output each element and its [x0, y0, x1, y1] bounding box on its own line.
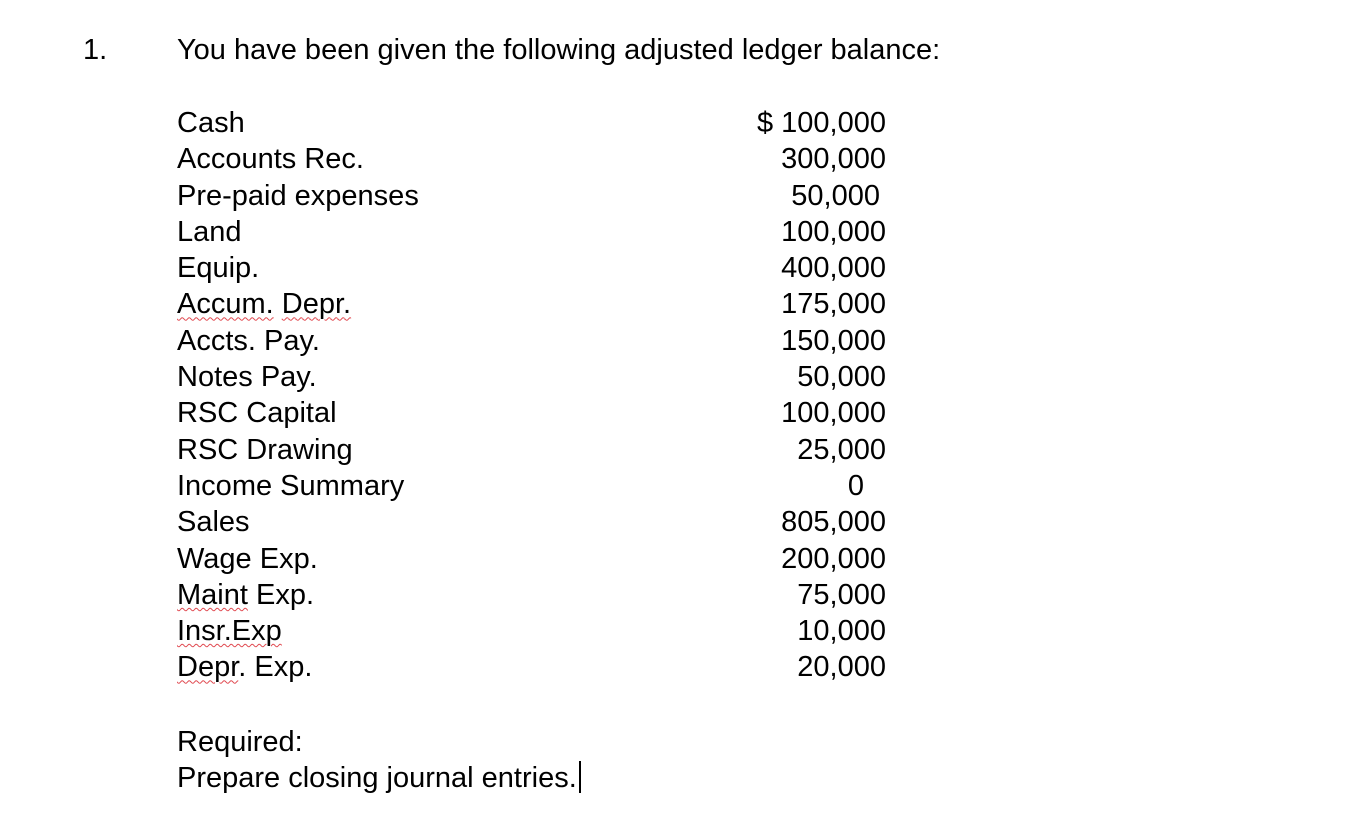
account-amount: 150,000 — [781, 324, 886, 357]
account-name: RSC Drawing — [177, 433, 353, 466]
account-amount: 50,000 — [797, 361, 886, 394]
account-name: Wage Exp. — [177, 542, 318, 575]
account-name — [177, 649, 312, 685]
account-amount: 0 — [847, 469, 864, 502]
account-amount: 200,000 — [781, 542, 886, 575]
account-name: Pre-paid expenses — [177, 179, 419, 212]
account-amount: 400,000 — [781, 252, 886, 285]
account-amount: 175,000 — [781, 288, 886, 321]
account-name: Accts. Pay. — [177, 324, 320, 357]
account-name: Land — [177, 215, 242, 248]
account-amount: 100,000 — [781, 397, 886, 430]
account-amount: 10,000 — [797, 615, 886, 648]
ledger-row-maint-exp — [177, 577, 897, 613]
account-amount: 20,000 — [797, 651, 886, 684]
account-name: Accounts Rec. — [177, 143, 364, 176]
account-amount: 25,000 — [797, 433, 886, 466]
required-heading: Required: — [177, 726, 303, 758]
ledger-row-equip — [177, 250, 897, 286]
account-name: RSC Capital — [177, 397, 337, 430]
ledger-row-accts-pay — [177, 323, 897, 359]
ledger-row-rsc-capital — [177, 395, 897, 431]
account-amount: 300,000 — [781, 143, 886, 176]
ledger-row-wage-exp — [177, 541, 897, 577]
ledger-row-rsc-drawing — [177, 432, 897, 468]
account-amount: $ 100,000 — [756, 107, 886, 139]
account-name: Cash — [177, 107, 245, 139]
account-name: Income Summary — [177, 469, 405, 502]
required-section[interactable] — [177, 724, 581, 796]
spellcheck-word[interactable]: Maint — [177, 578, 248, 611]
spellcheck-word[interactable]: Depr — [177, 651, 239, 684]
account-amount: 100,000 — [781, 215, 886, 248]
question-intro: You have been given the following adjusted ledger balance: — [177, 34, 941, 66]
ledger-row-prepaid-expenses — [177, 178, 897, 214]
ledger-row-sales — [177, 504, 897, 540]
spellcheck-word[interactable]: Depr. — [281, 288, 352, 321]
account-name: Notes Pay. — [177, 361, 317, 394]
text-cursor — [579, 761, 581, 793]
ledger-row-land — [177, 214, 897, 250]
account-name — [177, 286, 351, 322]
question-number: 1. — [83, 34, 108, 66]
account-amount: 50,000 — [791, 179, 880, 212]
account-name — [177, 577, 314, 613]
account-name: Equip. — [177, 252, 260, 285]
required-instruction-line[interactable] — [177, 760, 581, 796]
ledger-row-insr-exp — [177, 613, 897, 649]
account-amount: 75,000 — [797, 578, 886, 611]
ledger-row-cash — [177, 105, 897, 141]
ledger-row-accum-depr — [177, 286, 897, 322]
account-name-suffix: . Exp. — [238, 651, 313, 684]
spellcheck-word[interactable]: Accum. — [177, 288, 274, 321]
account-name-suffix: Exp. — [247, 578, 315, 611]
account-name: Sales — [177, 506, 250, 539]
account-name-space — [274, 288, 282, 320]
account-name[interactable]: Insr.Exp — [177, 615, 282, 648]
ledger-row-depr-exp — [177, 649, 897, 685]
ledger-row-income-summary — [177, 468, 897, 504]
ledger-row-accounts-rec — [177, 141, 897, 177]
required-instruction: Prepare closing journal entries. — [177, 762, 577, 794]
account-amount: 805,000 — [781, 506, 886, 539]
ledger-table — [177, 105, 897, 686]
ledger-row-notes-pay — [177, 359, 897, 395]
